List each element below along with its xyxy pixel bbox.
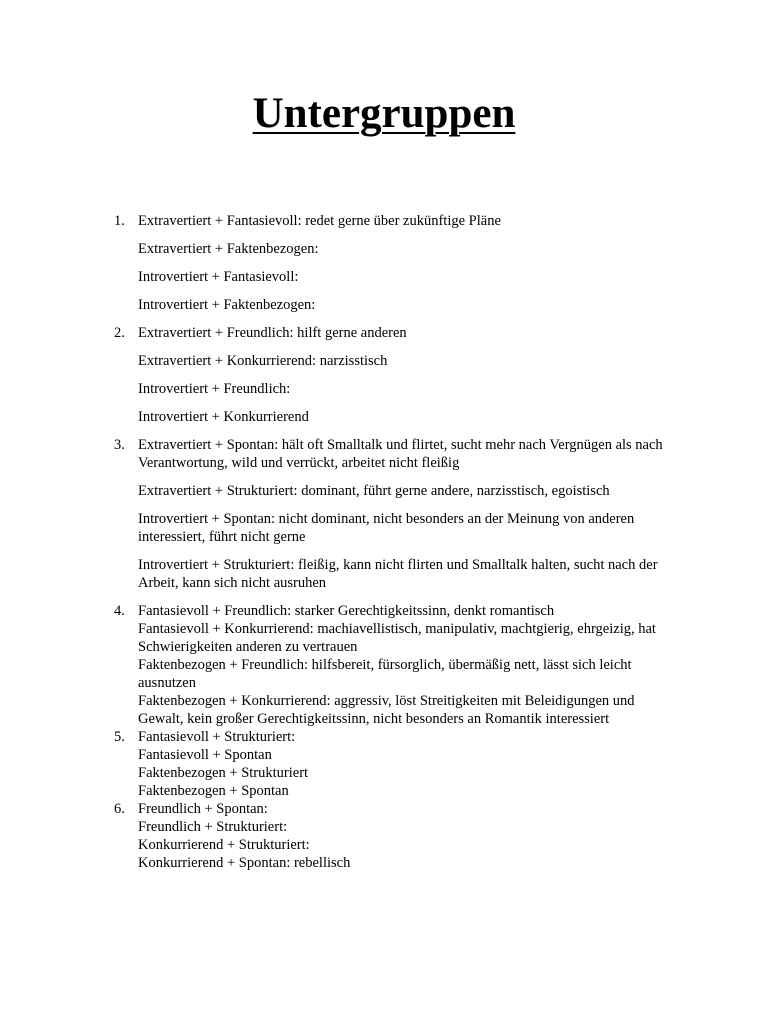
list-number: 6. [114,801,125,817]
list-line: Faktenbezogen + Konkurrierend: aggressiv, löst Streitigkeiten mit Beleidigungen und Gewalt, kein großer Gerechtigkeitssinn, nicht besonders an Romantik interessiert [138,693,635,727]
list-line: Extravertiert + Fantasievoll: redet gerne über zukünftige Pläne [138,213,501,229]
list-line: Extravertiert + Faktenbezogen: [138,241,319,257]
list-line: Konkurrierend + Spontan: rebellisch [138,855,351,871]
list-line: Fantasievoll + Freundlich: starker Gerechtigkeitssinn, denkt romantisch [138,603,555,619]
list-item-2 [0,324,768,426]
list-line: Extravertiert + Spontan: hält oft Smalltalk und flirtet, sucht mehr nach Vergnügen als nach Verantwortung, wild und verrückt, arbeitet nicht fleißig [138,437,663,471]
list-number: 5. [114,729,125,745]
list-line: Extravertiert + Konkurrierend: narzisstisch [138,353,388,369]
list-item-1 [0,212,768,314]
list-line: Introvertiert + Spontan: nicht dominant, nicht besonders an der Meinung von anderen interessiert, führt nicht gerne [138,511,635,545]
list-number: 2. [114,325,125,341]
list-line: Faktenbezogen + Freundlich: hilfsbereit, fürsorglich, übermäßig nett, lässt sich leicht ausnutzen [138,657,632,691]
list-line: Introvertiert + Faktenbezogen: [138,297,316,313]
list-item-6 [0,800,768,872]
document-title: Untergruppen [252,90,516,137]
list-number: 1. [114,213,125,229]
subgroup-list [0,212,768,872]
list-line: Konkurrierend + Strukturiert: [138,837,310,853]
list-line: Extravertiert + Freundlich: hilft gerne anderen [138,325,407,341]
list-line: Fantasievoll + Strukturiert: [138,729,296,745]
list-line: Introvertiert + Freundlich: [138,381,291,397]
list-item-3 [0,436,768,592]
list-number: 3. [114,437,125,453]
list-item-4 [0,602,768,728]
list-line: Fantasievoll + Konkurrierend: machiavellistisch, manipulativ, machtgierig, ehrgeizig, hat Schwierigkeiten anderen zu vertrauen [138,621,656,655]
list-number: 4. [114,603,125,619]
list-item-5 [0,728,768,800]
list-line: Faktenbezogen + Strukturiert [138,765,309,781]
list-line: Freundlich + Spontan: [138,801,268,817]
list-line: Introvertiert + Fantasievoll: [138,269,299,285]
list-line: Introvertiert + Strukturiert: fleißig, kann nicht flirten und Smalltalk halten, sucht nach der Arbeit, kann sich nicht ausruhen [138,557,658,591]
list-line: Fantasievoll + Spontan [138,747,272,763]
list-line: Introvertiert + Konkurrierend [138,409,309,425]
list-line: Faktenbezogen + Spontan [138,783,289,799]
list-line: Extravertiert + Strukturiert: dominant, führt gerne andere, narzisstisch, egoistisch [138,483,610,499]
list-line: Freundlich + Strukturiert: [138,819,288,835]
